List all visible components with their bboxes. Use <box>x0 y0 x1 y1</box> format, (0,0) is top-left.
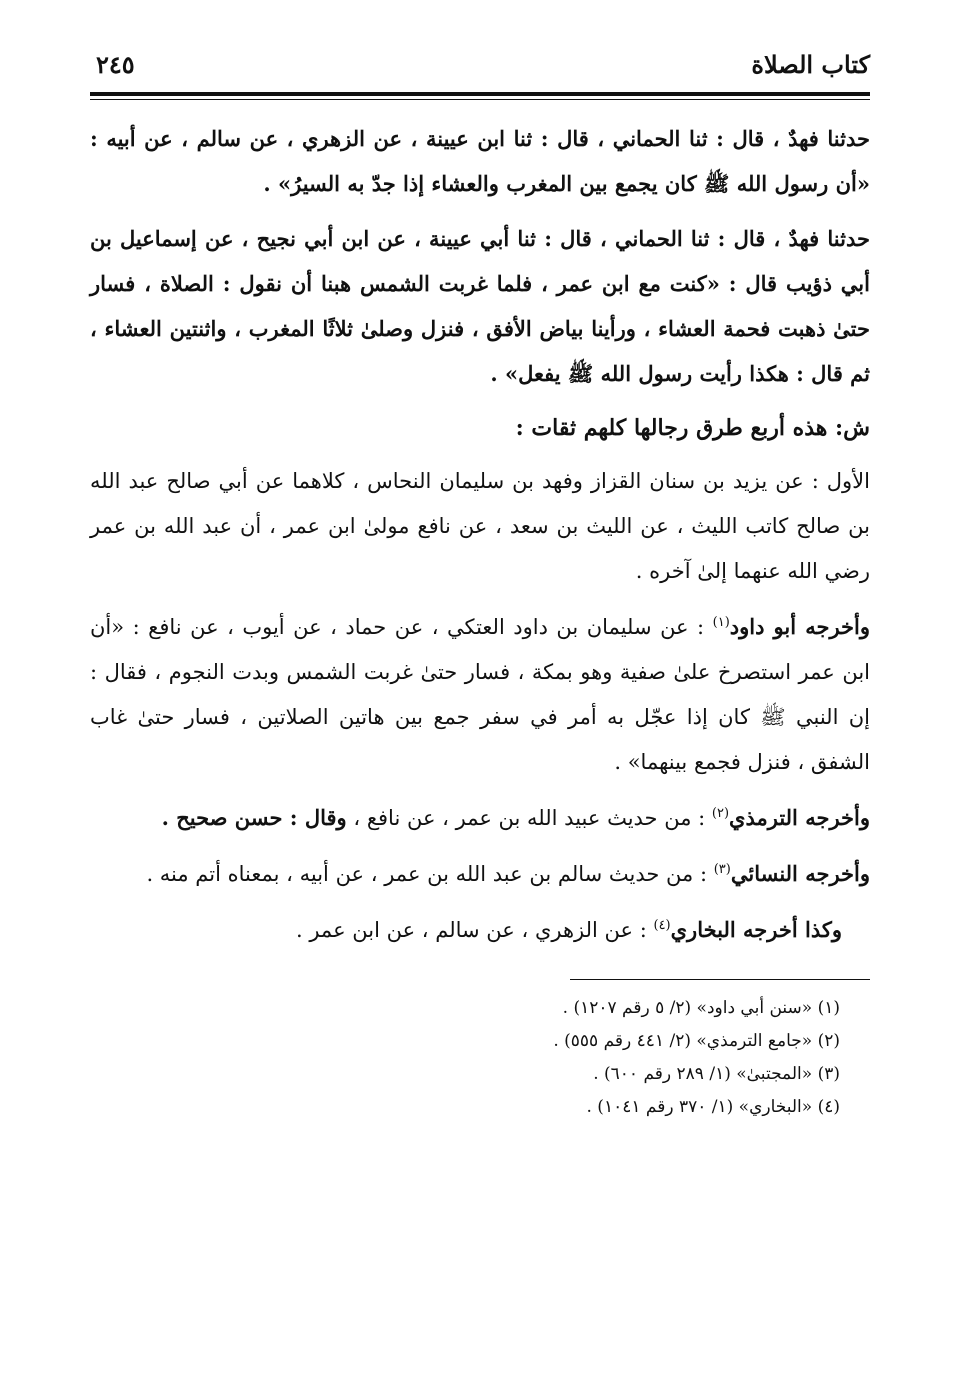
paragraph-5 <box>90 795 870 841</box>
header-rule-thin <box>90 99 870 100</box>
paragraph-7 <box>90 907 870 953</box>
footnote-2: (٢) «جامع الترمذي» (٢/ ٤٤١ رقم ٥٥٥) . <box>553 1031 840 1051</box>
paragraph-6-text: : من حديث سالم بن عبد الله بن عمر ، عن أبيه ، بمعناه أتم منه . <box>146 862 714 886</box>
section-heading: ش: هذه أربع طرق رجالها كلهم ثقات : <box>515 415 870 441</box>
footnote-ref-4[interactable]: (٤) <box>653 918 671 933</box>
source-nasai: وأخرجه النسائي <box>730 861 870 886</box>
footnote-ref-3[interactable]: (٣) <box>713 862 731 877</box>
paragraph-2: حدثنا فهدٌ ، قال : ثنا الحماني ، قال : ثنا أبي عيينة ، عن ابن أبي نجيح ، عن إسماعيل بن أبي ذؤيب قال : «كنت مع ابن عمر ، فلما غربت الشمس هبنا أن نقول : الصلاة ، فسار حتىٰ ذهبت فحمة العشاء ، ورأينا بياض الأفق ، فنزل وصلىٰ ثلاثًا المغرب ، واثنتين العشاء ، ثم قال : هكذا رأيت رسول الله ﷺ يفعل» . <box>90 226 870 386</box>
paragraph-6 <box>90 851 870 897</box>
page-number: ٢٤٥ <box>96 50 135 79</box>
source-abu-dawud: وأخرجه أبو داود <box>729 614 870 639</box>
paragraph-1: حدثنا فهدٌ ، قال : ثنا الحماني ، قال : ثنا ابن عيينة ، عن الزهري ، عن سالم ، عن أبيه : «أن رسول الله ﷺ كان يجمع بين المغرب والعشاء إذا جدّ به السيرُ» . <box>90 126 870 196</box>
paragraph-5-text: : من حديث عبيد الله بن عمر ، عن نافع ، <box>346 806 712 830</box>
header-rule-thick <box>90 92 870 96</box>
paragraph-5-grading: وقال : حسن صحيح . <box>161 805 347 830</box>
footnote-3: (٣) «المجتبىٰ» (١/ ٢٨٩ رقم ٦٠٠) . <box>593 1064 840 1084</box>
footnote-divider <box>570 979 870 980</box>
paragraph-4 <box>90 604 870 785</box>
footnote-ref-2[interactable]: (٢) <box>711 806 730 821</box>
book-title: كتاب الصلاة <box>751 50 870 79</box>
page-header <box>90 50 870 86</box>
source-bukhari: وكذا أخرجه البخاري <box>670 917 842 942</box>
footnote-ref-1[interactable]: (١) <box>712 615 730 630</box>
source-tirmidhi: وأخرجه الترمذي <box>729 805 870 830</box>
footnote-1: (١) «سنن أبي داود» (٢/ ٥ رقم ١٢٠٧) . <box>562 998 840 1018</box>
paragraph-3: الأول : عن يزيد بن سنان القزاز وفهد بن سليمان النحاس ، كلاهما عن أبي صالح عبد الله بن صالح كاتب الليث ، عن الليث بن سعد ، عن نافع مولىٰ ابن عمر ، أن عبد الله بن عمر رضي الله عنهما إلىٰ آخره . <box>90 469 871 583</box>
footnotes <box>90 992 870 1124</box>
footnote-4: (٤) «البخاري» (١/ ٣٧٠ رقم ١٠٤١) . <box>586 1097 840 1117</box>
page-body <box>90 116 870 953</box>
paragraph-4-text: : عن سليمان بن داود العتكي ، عن حماد ، عن أيوب ، عن نافع : «أن ابن عمر استصرخ علىٰ صفية وهو بمكة ، فسار حتىٰ غربت الشمس وبدت النجوم ، فقال : إن النبي ﷺ كان إذا عجّل به أمر في سفر جمع بين هاتين الصلاتين ، فسار حتىٰ غاب الشفق ، فنزل فجمع بينهما» . <box>90 615 870 774</box>
paragraph-7-text: : عن الزهري ، عن سالم ، عن ابن عمر . <box>295 918 654 942</box>
book-page <box>90 50 870 1124</box>
